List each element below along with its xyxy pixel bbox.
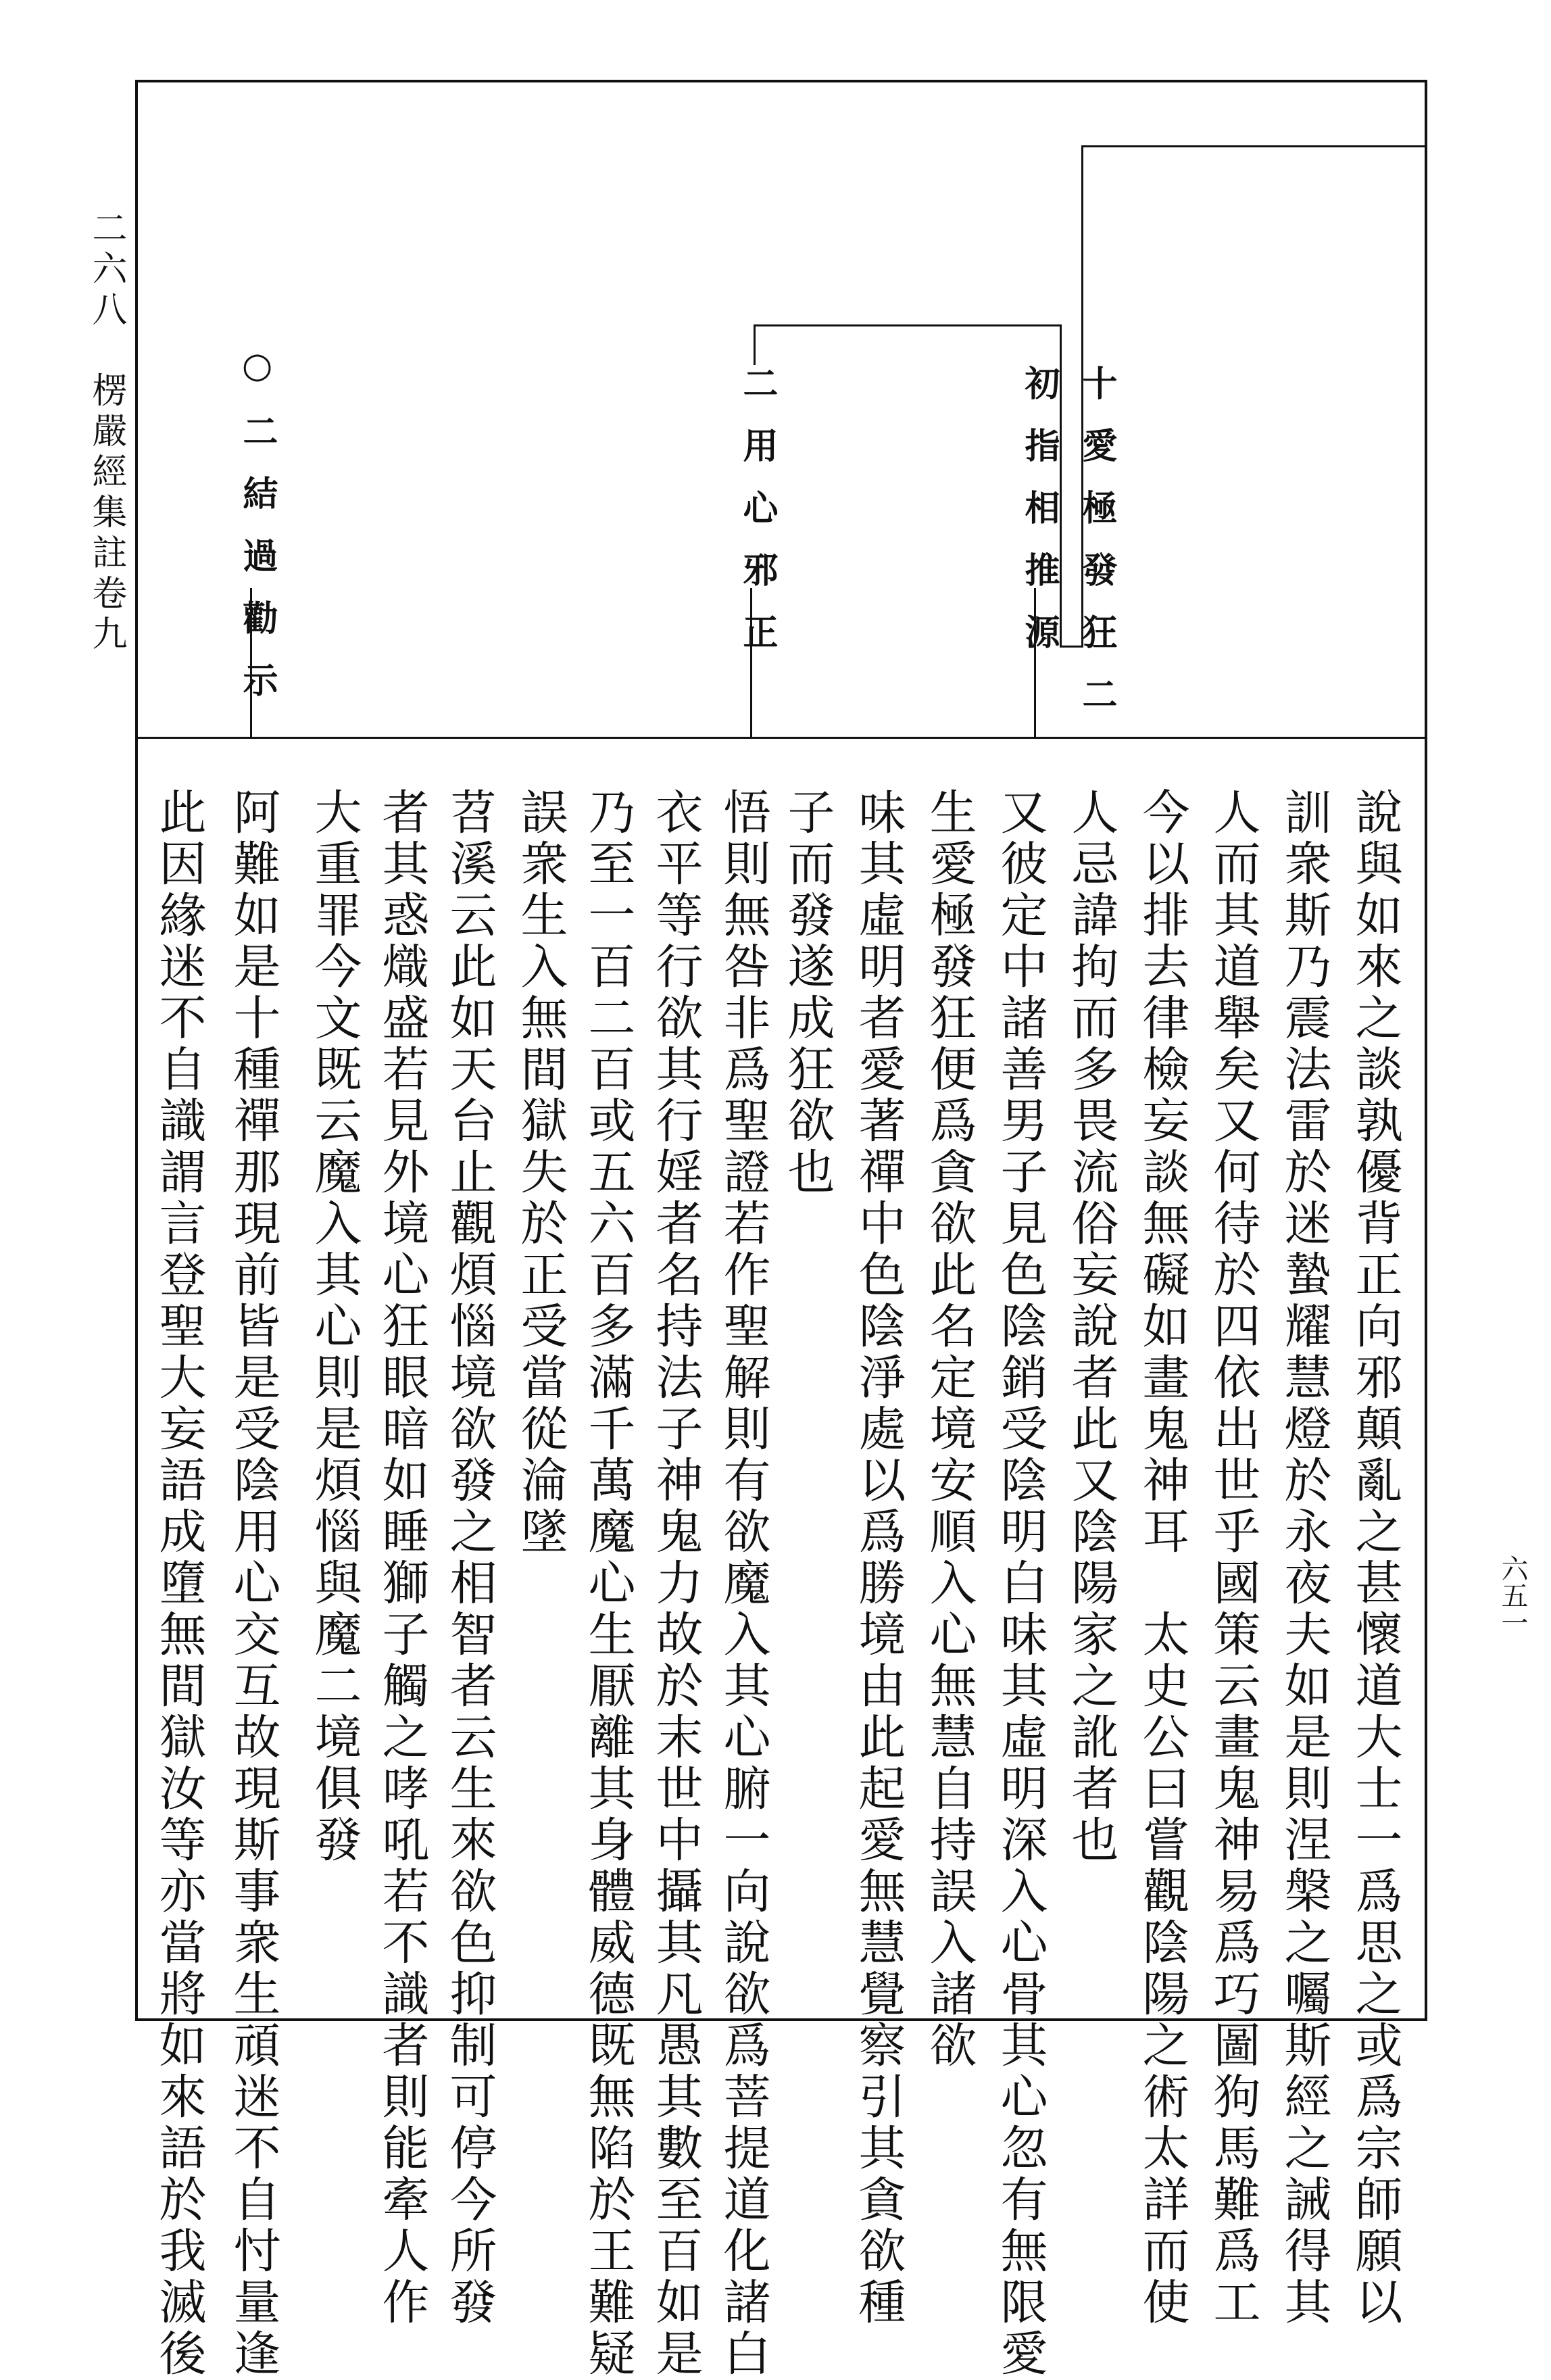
header-divider xyxy=(135,737,1427,739)
outline-heading: 十愛極發狂二 xyxy=(1076,365,1117,738)
outline-line xyxy=(1081,145,1426,147)
page-number: 六五一 xyxy=(1497,1555,1528,1636)
text-column: 生愛極發狂便爲貪欲此名定境安順入心無慧自持誤入諸欲 xyxy=(922,787,977,2072)
text-column: 又彼定中諸善男子見色陰銷受陰明白味其虛明深入心骨其心忽有無限愛 xyxy=(993,787,1048,2380)
text-column: 悟則無咎非爲聖證若作聖解則有欲魔入其心腑一向說欲爲菩提道化諸白 xyxy=(716,787,771,2380)
text-column: 苕溪云此如天台止觀煩惱境欲發之相智者云生來欲色抑制可停今所發 xyxy=(442,787,497,2329)
page-header: 二六八 楞嚴經集註卷九 xyxy=(86,210,126,656)
text-column: 乃至一百二百或五六百多滿千萬魔心生厭離其身體威德既無陷於王難疑 xyxy=(581,787,636,2380)
text-column: 衣平等行欲其行婬者名持法子神鬼力故於末世中攝其凡愚其數至百如是 xyxy=(648,787,704,2380)
text-column: 今以排去律檢妄談無礙如畫鬼神耳 太史公曰嘗觀陰陽之術太詳而使 xyxy=(1135,787,1190,2329)
outline-heading: ○二結過勸示 xyxy=(237,345,278,724)
text-column: 味其虛明者愛著禪中色陰淨處以爲勝境由此起愛無慧覺察引其貪欲種 xyxy=(851,787,906,2329)
text-column: 人忌諱拘而多畏流俗妄說者此又陰陽家之訛者也 xyxy=(1064,787,1119,1866)
text-column: 說與如來之談孰優背正向邪顛亂之甚懷道大士一爲思之或爲宗師願以 xyxy=(1348,787,1403,2329)
text-column: 此因緣迷不自識謂言登聖大妄語成墮無間獄汝等亦當將如來語於我滅後 xyxy=(151,787,207,2380)
outline-line xyxy=(754,324,756,365)
outline-heading: 初指相推源 xyxy=(1018,365,1060,676)
outline-heading: 二用心邪正 xyxy=(737,365,778,676)
text-column: 誤衆生入無間獄失於正受當從淪墜 xyxy=(513,787,568,1558)
text-column: 大重罪今文既云魔入其心則是煩惱與魔二境俱發 xyxy=(307,787,362,1866)
text-column: 子而發遂成狂欲也 xyxy=(780,787,835,1198)
text-column: 者其惑熾盛若見外境心狂眼暗如睡獅子觸之哮吼若不識者則能牽人作 xyxy=(374,787,430,2329)
text-column: 阿難如是十種禪那現前皆是受陰用心交互故現斯事衆生頑迷不自忖量逢 xyxy=(226,787,281,2380)
text-column: 訓衆斯乃震法雷於迷蟄耀慧燈於永夜夫如是則涅槃之囑斯經之誡得其 xyxy=(1277,787,1332,2329)
outline-line xyxy=(754,324,1061,326)
text-column: 人而其道舉矣又何待於四依出世乎國策云畫鬼神易爲巧圖狗馬難爲工 xyxy=(1206,787,1261,2329)
